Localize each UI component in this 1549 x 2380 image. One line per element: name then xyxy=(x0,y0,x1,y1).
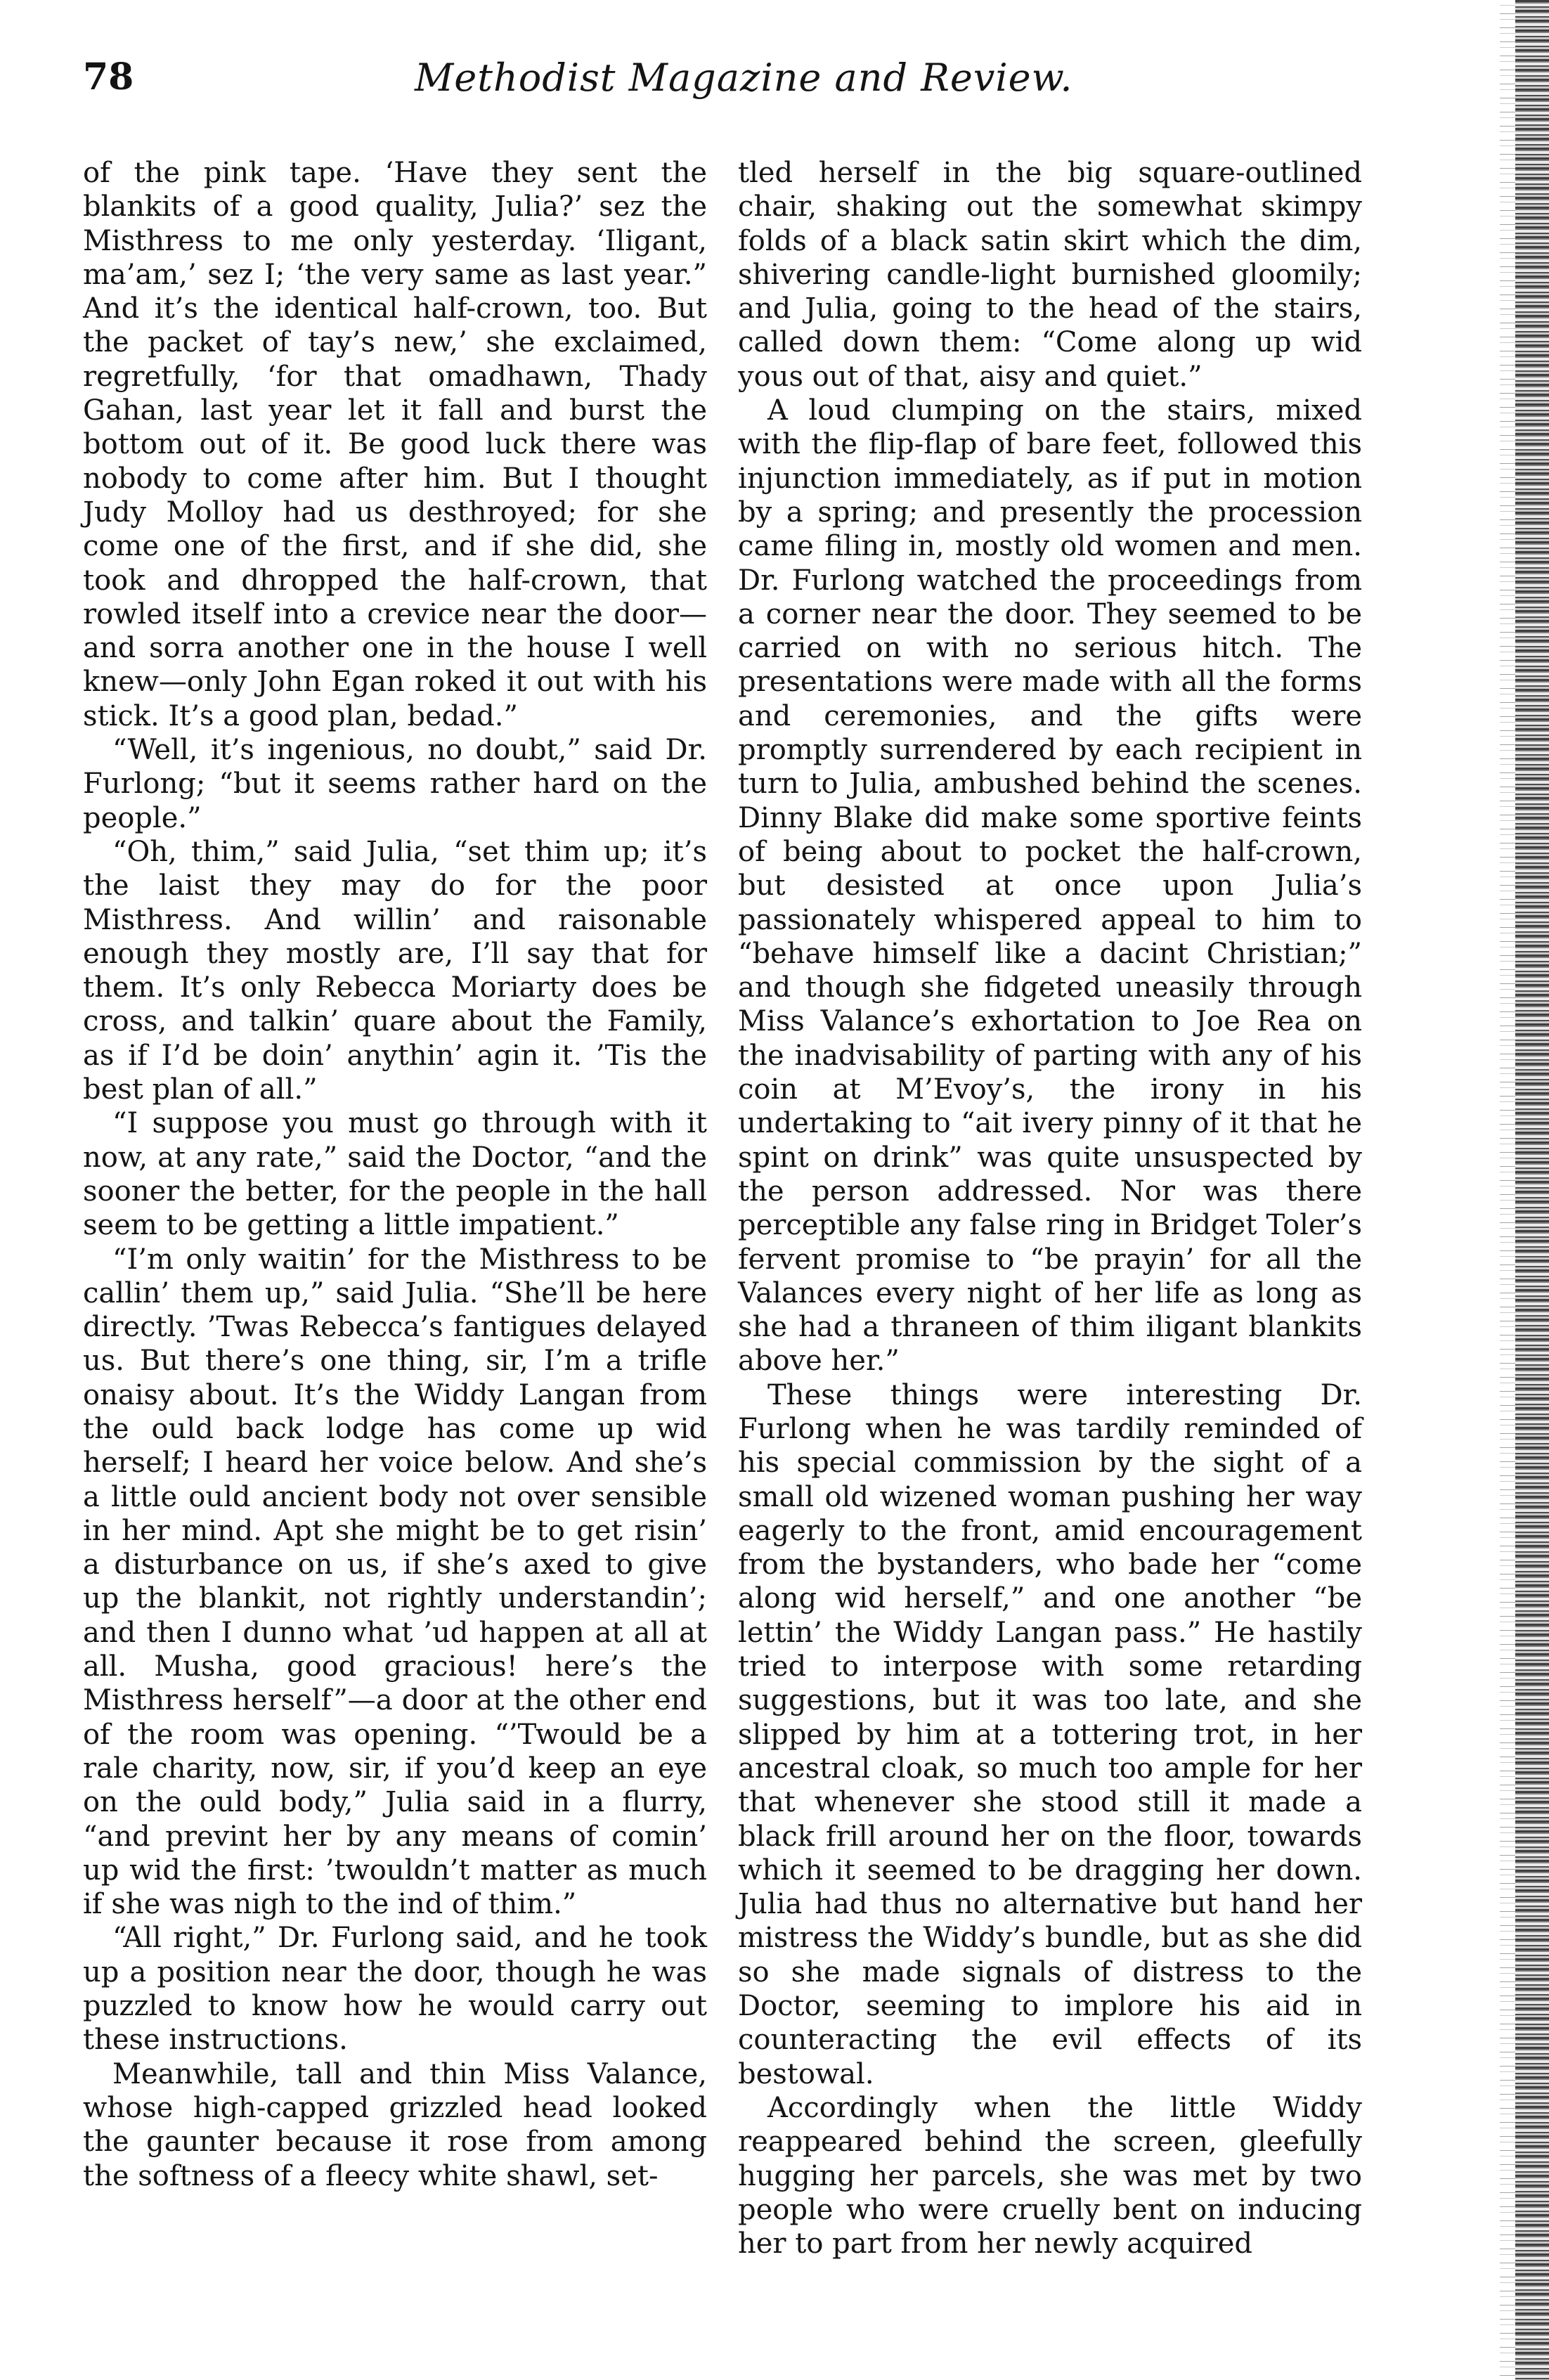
paragraph: Meanwhile, tall and thin Miss Valance, whose high-capped grizzled head looked the gaunter because it rose from among the softness of a fleecy white shawl, set- xyxy=(83,2057,707,2192)
left-column xyxy=(83,156,707,2193)
running-header: Methodist Magazine and Review. xyxy=(415,56,1073,100)
paragraph: “Well, it’s ingenious, no doubt,” said Dr. Furlong; “but it seems rather hard on the people.” xyxy=(83,734,707,834)
paragraph: tled herself in the big square-outlined chair, shaking out the somewhat skimpy folds of a black satin skirt which the dim, shivering candle-light burnished gloomily; and Julia, going to the head of the stairs, called down them: “Come along up wid yous out of that, aisy and quiet.” xyxy=(738,157,1362,393)
paragraph: “All right,” Dr. Furlong said, and he took up a position near the door, though he was puzzled to know how he would carry out these instructions. xyxy=(83,1922,707,2057)
paragraph: of the pink tape. ‘Have they sent the blankits of a good quality, Julia?’ sez the Misthress to me only yesterday. ‘Iligant, ma’am,’ sez I; ‘the very same as last year.” And it’s the identical half-crown, too. But the packet of tay’s new,’ she exclaimed, regretfully, ‘for that omadhawn, Thady Gahan, last year let it fall and burst the bottom out of it. Be good luck there was nobody to come after him. But I thought Judy Molloy had us desthroyed; for she come one of the first, and if she did, she took and dhropped the half-crown, that rowled itself into a crevice near the door—and sorra another one in the house I well knew—only John Egan roked it out with his stick. It’s a good plan, bedad.” xyxy=(83,157,707,732)
paragraph: “I’m only waitin’ for the Misthress to be callin’ them up,” said Julia. “She’ll be here directly. ’Twas Rebecca’s fantigues delayed us. But there’s one thing, sir, I’m a trifle onaisy about. It’s the Widdy Langan from the ould back lodge has come up wid herself; I heard her voice below. And she’s a little ould ancient body not over sensible in her mind. Apt she might be to get risin’ a disturbance on us, if she’s axed to give up the blankit, not rightly understandin’; and then I dunno what ’ud happen at all at all. Musha, good gracious! here’s the Misthress herself”—a door at the other end of the room was opening. “’Twould be a rale charity, now, sir, if you’d keep an eye on the ould body,” Julia said in a flurry, “and prevint her by any means of comin’ up wid the first: ’twouldn’t matter as much if she was nigh to the ind of thim.” xyxy=(83,1243,707,1921)
page-number: 78 xyxy=(83,56,134,98)
right-column xyxy=(738,156,1362,2261)
paragraph: Accordingly when the little Widdy reappeared behind the screen, gleefully hugging her parcels, she was met by two people who were cruelly bent on inducing her to part from her newly acquired xyxy=(738,2091,1362,2261)
paragraph: A loud clumping on the stairs, mixed with the flip-flap of bare feet, followed this injunction immediately, as if put in motion by a spring; and presently the procession came filing in, mostly old women and men. Dr. Furlong watched the proceedings from a corner near the door. They seemed to be carried on with no serious hitch. The presentations were made with all the forms and ceremonies, and the gifts were promptly surrendered by each recipient in turn to Julia, ambushed behind the scenes. Dinny Blake did make some sportive feints of being about to pocket the half-crown, but desisted at once upon Julia’s passionately whispered appeal to him to “behave himself like a dacint Christian;” and though she fidgeted uneasily through Miss Valance’s exhortation to Joe Rea on the inadvisability of parting with any of his coin at M’Evoy’s, the irony in his undertaking to “ait ivery pinny of it that he spint on drink” was quite unsuspected by the person addressed. Nor was there perceptible any false ring in Bridget Toler’s fervent promise to “be prayin’ for all the Valances every night of her life as long as she had a thraneen of thim iligant blankits above her.” xyxy=(738,394,1362,1378)
paragraph: “Oh, thim,” said Julia, “set thim up; it’s the laist they may do for the poor Misthress. And willin’ and raisonable enough they mostly are, I’ll say that for them. It’s only Rebecca Moriarty does be cross, and talkin’ quare about the Family, as if I’d be doin’ anythin’ agin it. ’Tis the best plan of all.” xyxy=(83,835,707,1106)
page-edge-shadow xyxy=(1500,0,1515,2380)
paragraph: “I suppose you must go through with it now, at any rate,” said the Doctor, “and the sooner the better, for the people in the hall seem to be getting a little impatient.” xyxy=(83,1107,707,1242)
paragraph: These things were interesting Dr. Furlong when he was tardily reminded of his special commission by the sight of a small old wizened woman pushing her way eagerly to the front, amid encouragement from the bystanders, who bade her “come along wid herself,” and one another “be lettin’ the Widdy Langan pass.” He hastily tried to interpose with some retarding suggestions, but it was too late, and she slipped by him at a tottering trot, in her ancestral cloak, so much too ample for her that whenever she stood still it made a black frill around her on the floor, towards which it seemed to be dragging her down. Julia had thus no alternative but hand her mistress the Widdy’s bundle, but as she did so she made signals of distress to the Doctor, seeming to implore his aid in counteracting the evil effects of its bestowal. xyxy=(738,1378,1362,2090)
book-spine-edge xyxy=(1515,0,1549,2380)
